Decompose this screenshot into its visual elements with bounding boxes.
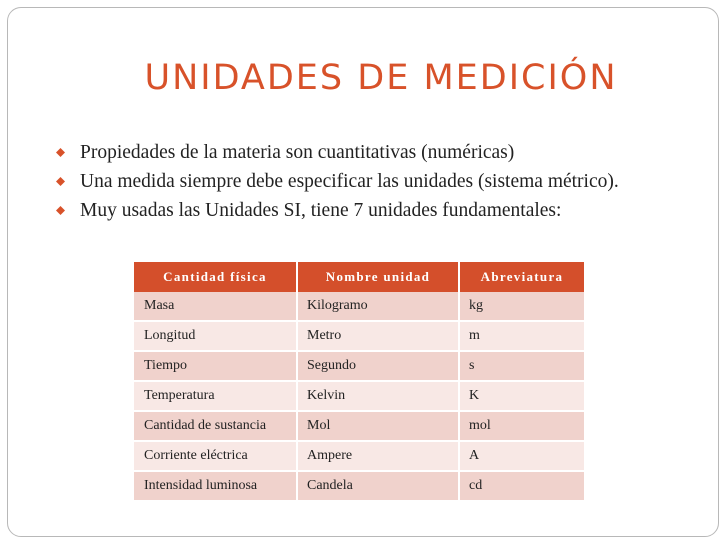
bullet-text: Muy usadas las Unidades SI, tiene 7 unidades fundamentales: <box>80 200 562 221</box>
bullet-icon <box>56 206 65 215</box>
cell-nombre: Kelvin <box>297 381 459 411</box>
cell-abreviatura: s <box>459 351 584 381</box>
table-row <box>134 292 584 321</box>
table-row <box>134 411 584 441</box>
si-units-table <box>134 262 584 502</box>
cell-abreviatura: cd <box>459 471 584 501</box>
bullet-item <box>56 167 696 196</box>
cell-cantidad: Masa <box>134 292 297 321</box>
header-abreviatura: Abreviatura <box>459 262 584 292</box>
cell-abreviatura: m <box>459 321 584 351</box>
cell-cantidad: Corriente eléctrica <box>134 441 297 471</box>
cell-cantidad: Tiempo <box>134 351 297 381</box>
cell-abreviatura: A <box>459 441 584 471</box>
cell-nombre: Ampere <box>297 441 459 471</box>
cell-abreviatura: mol <box>459 411 584 441</box>
slide-title: UNIDADES DE MEDICIÓN <box>144 58 618 98</box>
table-row <box>134 381 584 411</box>
cell-nombre: Segundo <box>297 351 459 381</box>
cell-cantidad: Intensidad luminosa <box>134 471 297 501</box>
cell-cantidad: Longitud <box>134 321 297 351</box>
table-header-row <box>134 262 584 292</box>
header-cantidad: Cantidad física <box>134 262 297 292</box>
bullet-item <box>56 196 696 225</box>
cell-cantidad: Cantidad de sustancia <box>134 411 297 441</box>
cell-abreviatura: kg <box>459 292 584 321</box>
cell-nombre: Metro <box>297 321 459 351</box>
bullet-icon <box>56 148 65 157</box>
table-row <box>134 441 584 471</box>
header-nombre: Nombre unidad <box>297 262 459 292</box>
cell-nombre: Kilogramo <box>297 292 459 321</box>
cell-cantidad: Temperatura <box>134 381 297 411</box>
bullet-icon <box>56 177 65 186</box>
cell-nombre: Candela <box>297 471 459 501</box>
cell-nombre: Mol <box>297 411 459 441</box>
cell-abreviatura: K <box>459 381 584 411</box>
bullet-text: Propiedades de la materia son cuantitativas (numéricas) <box>80 142 515 163</box>
bullet-text: Una medida siempre debe especificar las unidades (sistema métrico). <box>80 171 619 192</box>
bullet-list <box>56 138 696 225</box>
table-row <box>134 321 584 351</box>
table-row <box>134 471 584 501</box>
table-row <box>134 351 584 381</box>
bullet-item <box>56 138 696 167</box>
